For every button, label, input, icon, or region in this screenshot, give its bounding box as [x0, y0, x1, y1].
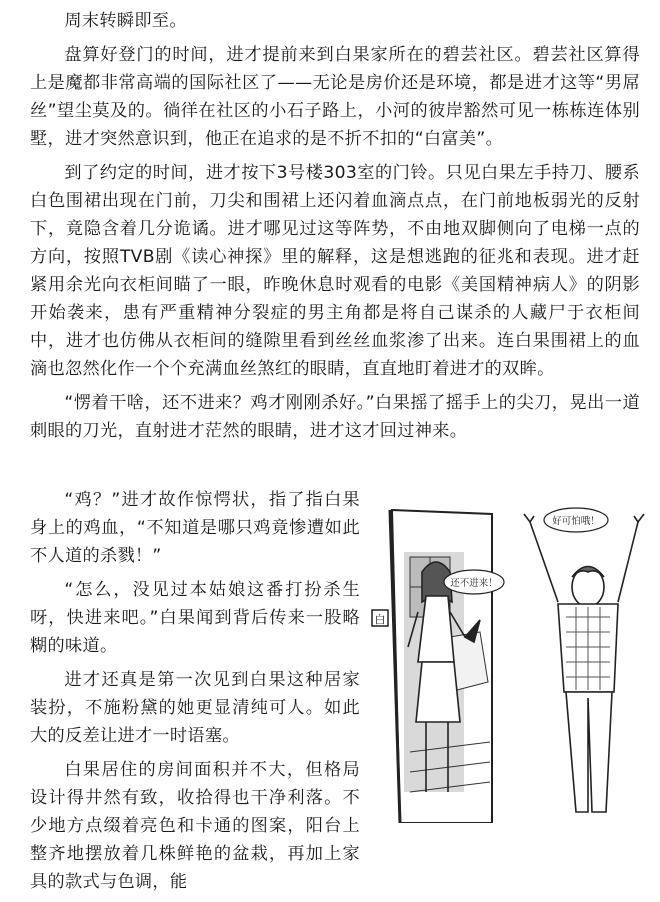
paragraph: 周末转瞬即至。: [64, 11, 187, 31]
woman-speech-text: 还不进来！: [450, 578, 498, 589]
paragraph: “怎么，没见过本姑娘这番打扮杀生呀，快进来吧。”白果闻到背后传来一股略糊的味道。: [30, 580, 360, 656]
paragraph: 盘算好登门的时间，进才提前来到白果家所在的碧芸社区。碧芸社区算得上是魔都非常高端的国际社区了——无论是房价还是环境，都是进才这等“男屌丝”望尘莫及的。徜徉在社区的小石子路上，小河的彼岸豁然可见一栋栋连体别墅，进才突然意识到，他正在追求的是不折不扣的“白富美”。: [30, 45, 640, 149]
paragraph: 到了约定的时间，进才按下3号楼303室的门铃。只见白果左手持刀、腰系白色围裙出现在门前，刀尖和围裙上还闪着血滴点点，在门前地板弱光的反射下，竟隐含着几分诡谲。进才哪见过这等阵势，不由地双脚侧向了电梯一点的方向，按照TVB剧《读心神探》里的解释，这是想逃跑的征兆和表现。进才赶紧用余光向衣柜间瞄了一眼，昨晚休息时观看的电影《美国精神病人》的阴影开始袭来，患有严重精神分裂症的男主角都是将自己谋杀的人藏尸于衣柜间中，进才也仿佛从衣柜间的缝隙里看到丝丝血浆渗了出来。连白果围裙上的血滴也忽然化作一个个充满血丝煞红的眼睛，直直地盯着进才的双眸。: [30, 163, 640, 379]
paragraph: 白果居住的房间面积并不大，但格局设计得井然有致，收拾得也干净利落。不少地方点缀着亮色和卡通的图案，阳台上整齐地摆放着几株鲜艳的盆栽，再加上家具的款式与色调，能: [30, 760, 360, 892]
main-text-wide: [30, 0, 640, 451]
man-figure: [524, 514, 644, 812]
man-speech-text: 好可怕哦！: [552, 516, 600, 527]
paragraph: 进才还真是第一次见到白果这种居家装扮，不施粉黛的她更显清纯可人。如此大的反差让进才一时语塞。: [30, 670, 360, 746]
paragraph: “愣着干啥，还不进来？鸡才刚刚杀好。”白果摇了摇手上的尖刀，晃出一道刺眼的刀光，直射进才茫然的眼睛，进才这才回过神来。: [30, 393, 640, 441]
illustration-drawing: [370, 492, 660, 823]
door-sign-text: 白: [374, 613, 386, 626]
main-text-narrow: [30, 486, 360, 902]
paragraph: “鸡？”进才故作惊愕状，指了指白果身上的鸡血，“不知道是哪只鸡竟惨遭如此不人道的杀戮！”: [30, 490, 360, 566]
cartoon-illustration: [370, 492, 660, 823]
